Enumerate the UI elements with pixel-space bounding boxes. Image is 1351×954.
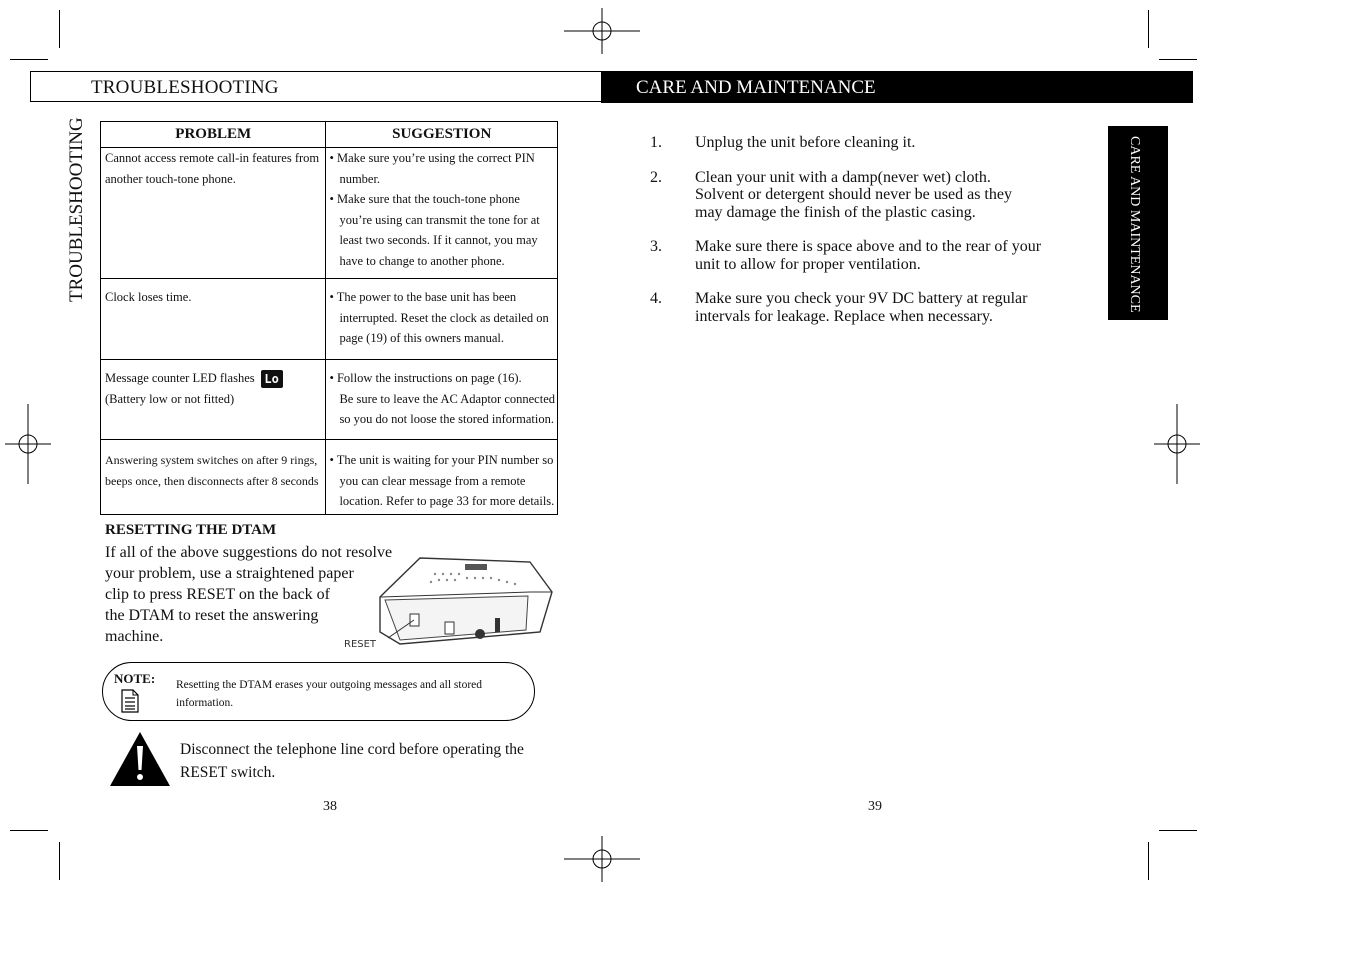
registration-mark: [5, 404, 51, 484]
table-row: [101, 279, 558, 360]
crop-mark: [1159, 830, 1197, 831]
note-text: Resetting the DTAM erases your outgoing messages and all stored information.: [176, 679, 483, 709]
registration-mark: [1154, 404, 1200, 484]
crop-mark: [59, 842, 60, 880]
crop-mark: [1148, 842, 1149, 880]
suggestion-item: • Make sure you’re using the correct PIN number.: [329, 151, 535, 186]
warning-text: Disconnect the telephone line cord before operating the RESET switch.: [180, 741, 524, 781]
suggestion-extra: Be sure to leave the AC Adaptor connected: [339, 391, 555, 406]
problem-subtext: (Battery low or not fitted): [105, 391, 235, 406]
list-item-text: Make sure there is space above and to the rear of your unit to allow for proper ventilation.: [695, 238, 1042, 273]
suggestion-cell: [326, 279, 558, 360]
page-number-left: 38: [323, 799, 337, 814]
note-title: NOTE:: [114, 671, 156, 686]
suggestion-cell: [326, 440, 558, 515]
column-header-suggestion: SUGGESTION: [326, 122, 558, 148]
right-side-tab: [1108, 126, 1168, 320]
table-header-row: [101, 122, 558, 148]
reset-section-title: RESETTING THE DTAM: [105, 522, 277, 538]
table-row: [101, 440, 558, 515]
page-number-right: 39: [868, 799, 882, 814]
crop-mark: [10, 59, 48, 60]
list-item: [650, 290, 1080, 325]
suggestion-item: • Follow the instructions on page (16).: [329, 371, 522, 385]
warning-triangle-icon: [108, 730, 172, 788]
problem-text: Answering system switches on after 9 rings, beeps once, then disconnects after 8 seconds: [105, 453, 319, 488]
reset-instructions: If all of the above suggestions do not resolve your problem, use a straightened paper clip to press RESET on the back of the DTAM to reset the answering machine.: [105, 544, 393, 645]
problem-text: Message counter LED flashes: [105, 371, 255, 385]
list-item-text: Clean your unit with a damp(never wet) cloth. Solvent or detergent should never be used as they may damage the finish of the plastic casing.: [695, 168, 1012, 221]
table-row: [101, 148, 558, 279]
table-row: [101, 360, 558, 440]
list-item: [650, 169, 1080, 222]
right-page-header: [601, 71, 1193, 103]
problem-cell: [101, 148, 326, 279]
left-side-tab: TROUBLESHOOTING: [66, 117, 87, 302]
problem-cell: [101, 360, 326, 440]
note-pad-icon: [121, 689, 139, 713]
right-header-title: CARE AND MAINTENANCE: [636, 77, 876, 98]
reset-label: RESET: [344, 639, 377, 650]
list-item-text: Unplug the unit before cleaning it.: [695, 134, 916, 151]
problem-cell: [101, 279, 326, 360]
crop-mark: [10, 830, 48, 831]
registration-mark: [562, 8, 642, 54]
crop-mark: [1159, 59, 1197, 60]
care-list: [650, 134, 1080, 342]
led-lo-icon: Lo: [261, 370, 283, 388]
suggestion-extra: so you do not loose the stored information.: [339, 412, 554, 426]
right-side-tab-label: CARE AND MAINTENANCE: [1127, 136, 1142, 313]
list-item-text: Make sure you check your 9V DC battery at regular intervals for leakage. Replace when necessary.: [695, 290, 1028, 325]
list-item-number: 4.: [650, 290, 662, 307]
list-item-number: 3.: [650, 238, 662, 255]
crop-mark: [59, 10, 60, 48]
suggestion-item: • The unit is waiting for your PIN number so you can clear message from a remote location. Refer to page 33 for more details.: [329, 453, 555, 508]
answering-machine-illustration: [340, 552, 555, 652]
crop-mark: [1148, 10, 1149, 48]
problem-text: Cannot access remote call-in features from another touch-tone phone.: [105, 151, 320, 186]
problem-text: Clock loses time.: [105, 290, 192, 304]
problem-cell: [101, 440, 326, 515]
list-item-number: 2.: [650, 168, 662, 186]
registration-mark: [562, 836, 642, 882]
suggestion-item: • Make sure that the touch-tone phone you’re using can transmit the tone for at least two seconds. If it cannot, you may have to change to another phone.: [329, 192, 540, 268]
suggestion-cell: [326, 148, 558, 279]
list-item: [650, 134, 1080, 152]
left-header-title: TROUBLESHOOTING: [91, 77, 279, 98]
column-header-problem: PROBLEM: [101, 122, 326, 148]
left-page-header: [30, 71, 601, 102]
suggestion-cell: [326, 360, 558, 440]
troubleshooting-table: [100, 121, 558, 515]
list-item-number: 1.: [650, 134, 662, 151]
suggestion-item: • The power to the base unit has been interrupted. Reset the clock as detailed on page (19) of this owners manual.: [329, 290, 549, 345]
list-item: [650, 238, 1080, 273]
